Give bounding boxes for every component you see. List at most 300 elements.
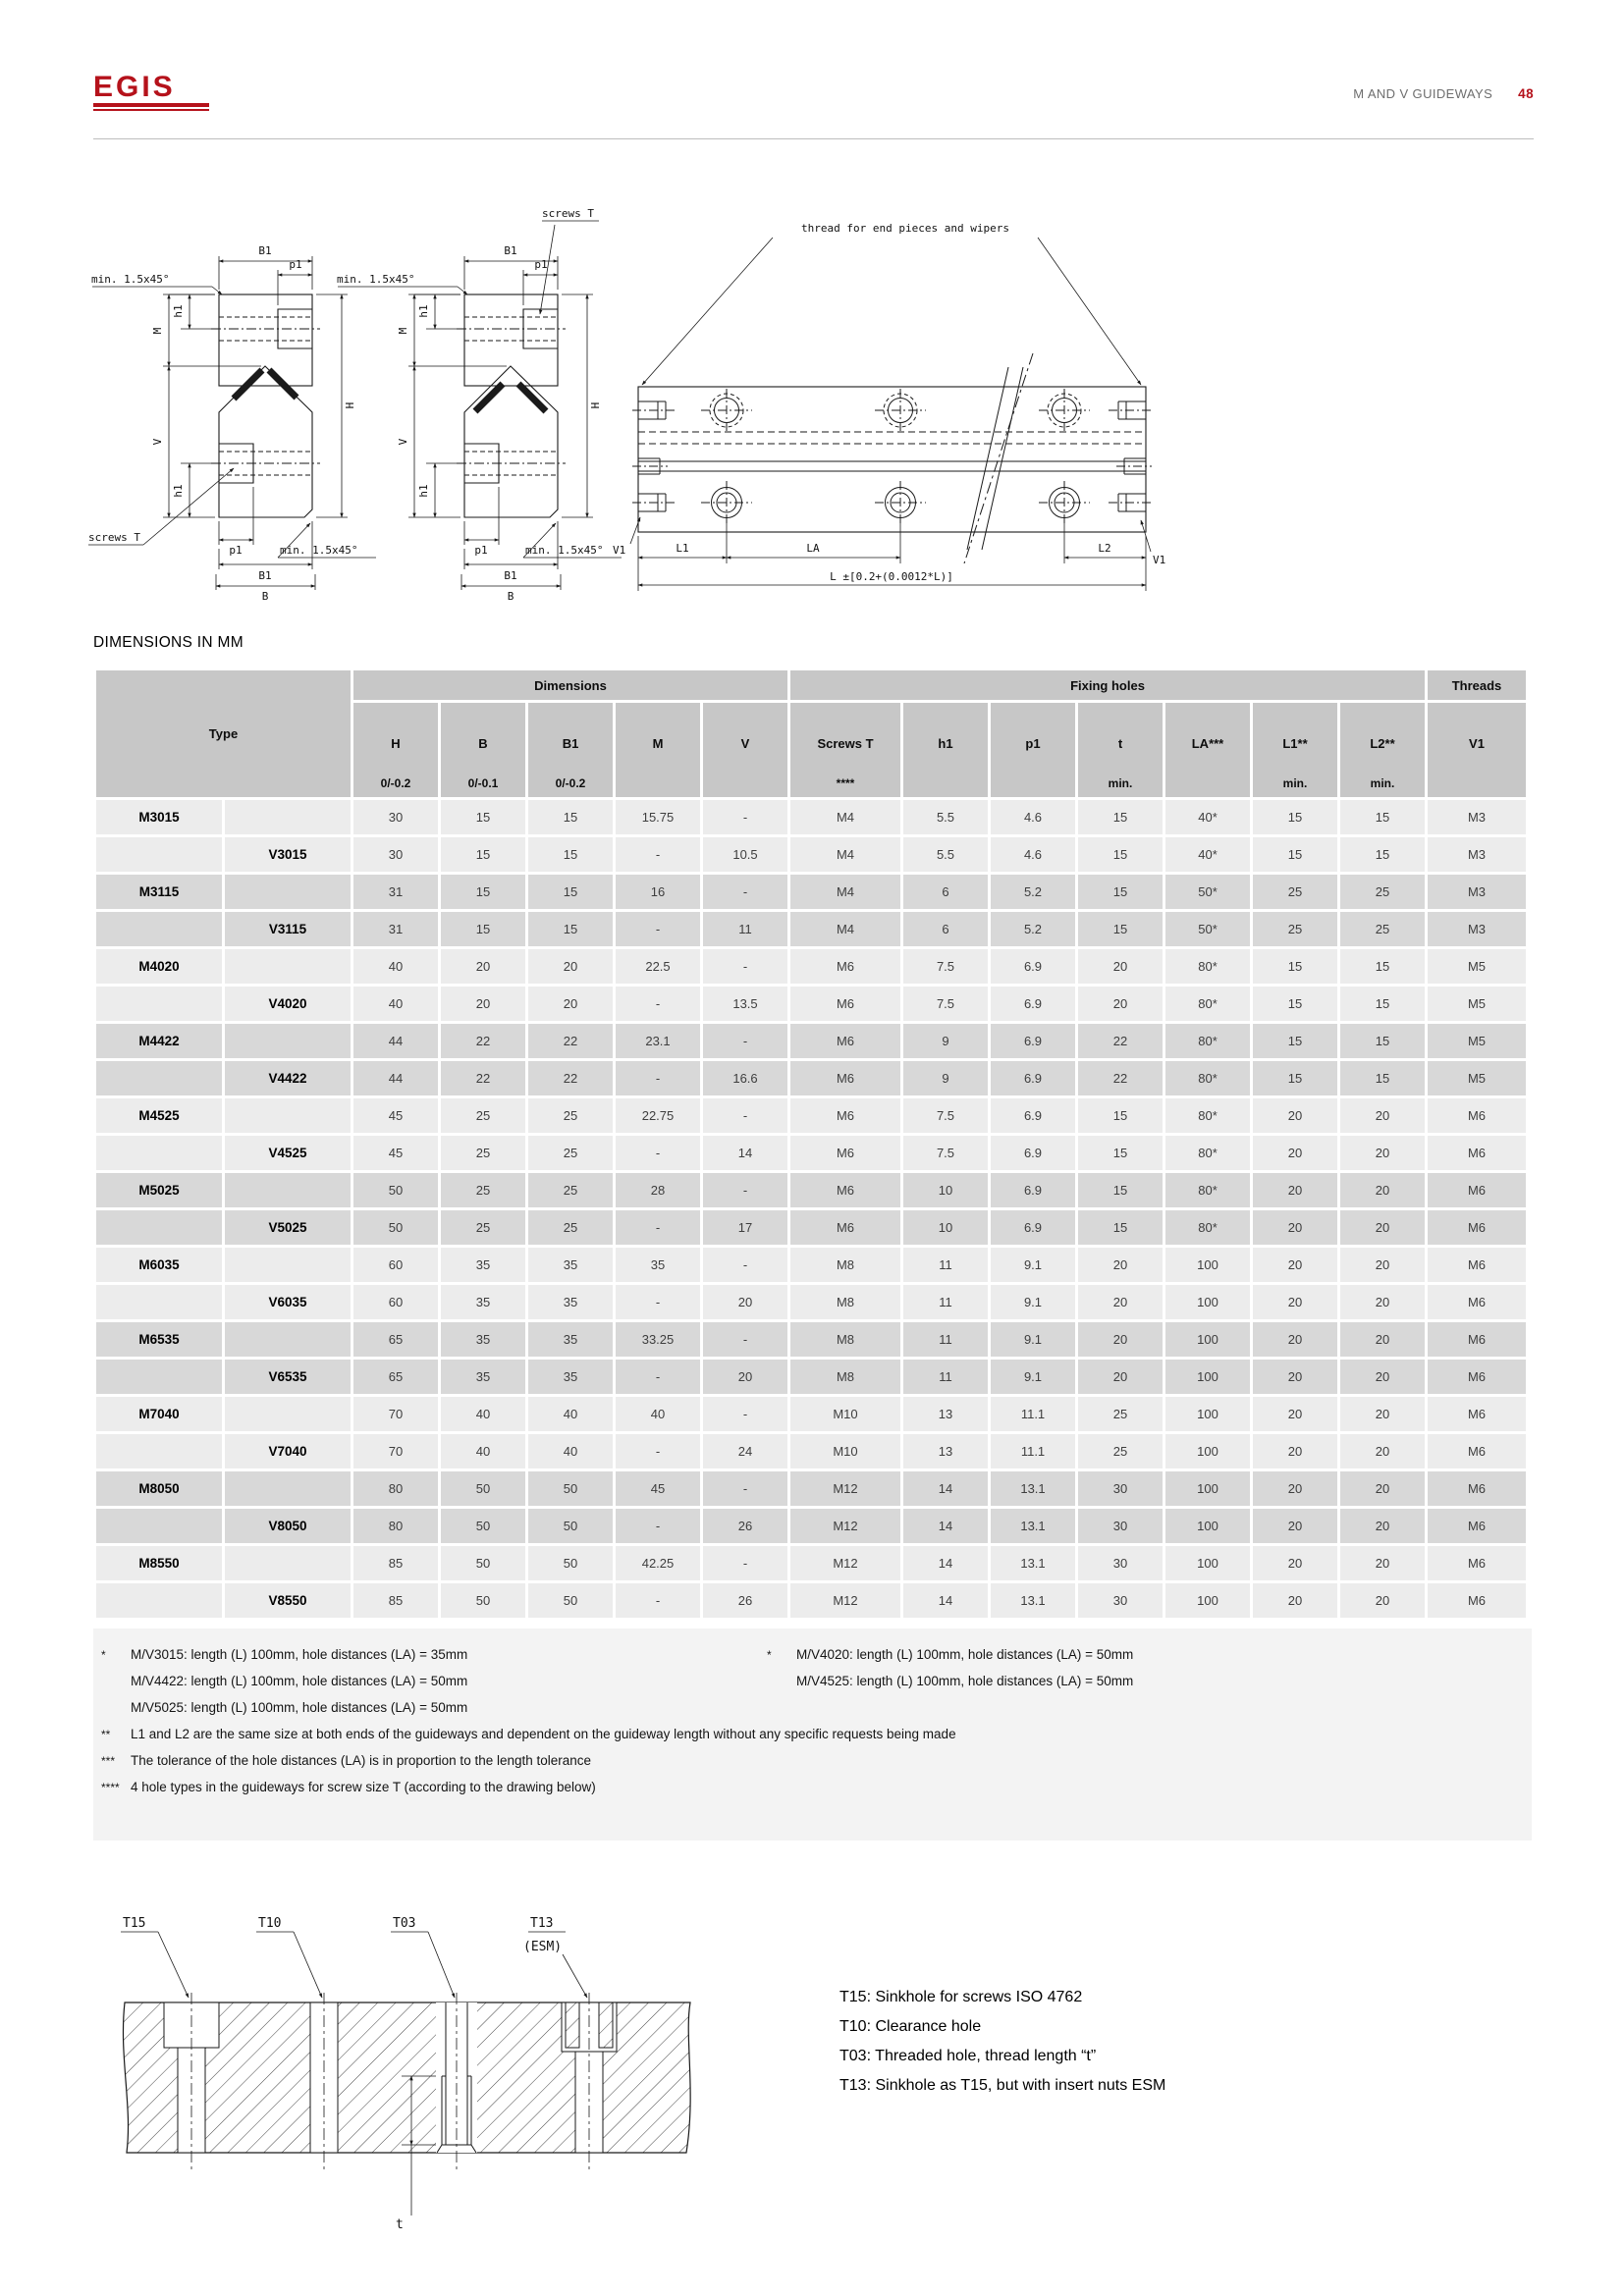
column-label: M	[652, 735, 664, 751]
value-cell: 13	[903, 1397, 988, 1431]
dim-label-h1: h1	[417, 484, 430, 498]
value-cell: -	[616, 1210, 700, 1245]
type-cell-m	[96, 1434, 222, 1468]
guideway-plan-drawing	[611, 208, 1170, 606]
value-cell: 30	[353, 837, 438, 872]
dim-label-l1: L1	[676, 542, 689, 555]
column-label: L2**	[1370, 735, 1395, 751]
chamfer-note: min. 1.5x45°	[91, 273, 170, 286]
value-cell: 15	[1253, 949, 1337, 984]
value-cell: 22	[1078, 1024, 1163, 1058]
value-cell: 20	[1253, 1248, 1337, 1282]
table-row	[96, 987, 1526, 1021]
value-cell: 7.5	[903, 949, 988, 984]
hole-type-line: T15: Sinkhole for screws ISO 4762	[839, 1989, 1083, 2005]
footnote-marker: ***	[101, 1754, 116, 1768]
header-right	[1353, 86, 1534, 101]
type-cell-m	[96, 837, 222, 872]
value-cell: 50	[528, 1509, 613, 1543]
value-cell: 25	[1253, 912, 1337, 946]
type-cell-m: M4422	[96, 1024, 222, 1058]
dimension-lines	[630, 238, 1151, 591]
footnote-marker: ****	[101, 1781, 120, 1794]
table-row	[96, 1024, 1526, 1058]
value-cell: 9	[903, 1024, 988, 1058]
value-cell: 26	[703, 1509, 787, 1543]
value-cell: M5	[1428, 1024, 1526, 1058]
value-cell: 15	[1078, 1136, 1163, 1170]
table-row	[96, 875, 1526, 909]
value-cell: M6	[1428, 1136, 1526, 1170]
value-cell: 14	[903, 1583, 988, 1618]
value-cell: 20	[1340, 1248, 1425, 1282]
value-cell: 45	[353, 1098, 438, 1133]
value-cell: 5.5	[903, 800, 988, 834]
column-label: L1**	[1282, 735, 1308, 751]
column-header	[1078, 703, 1163, 797]
value-cell: 50*	[1165, 875, 1250, 909]
value-cell: M10	[790, 1434, 900, 1468]
value-cell: 15	[441, 875, 525, 909]
brand-text: EGIS	[93, 73, 209, 107]
table-row	[96, 800, 1526, 834]
footnote-marker	[767, 1673, 796, 1690]
value-cell: 13.1	[991, 1546, 1075, 1580]
value-cell: 20	[1078, 1322, 1163, 1357]
value-cell: 50	[528, 1583, 613, 1618]
value-cell: 20	[1253, 1173, 1337, 1207]
value-cell: M3	[1428, 837, 1526, 872]
value-cell: M12	[790, 1546, 900, 1580]
footnote-marker: *	[767, 1648, 772, 1662]
column-tolerance: min.	[1108, 775, 1133, 790]
value-cell: 10	[903, 1210, 988, 1245]
column-header	[616, 703, 700, 797]
value-cell: M6	[1428, 1434, 1526, 1468]
value-cell: 11	[703, 912, 787, 946]
column-label: t	[1117, 735, 1123, 751]
label-esm: (ESM)	[523, 1940, 563, 1954]
type-cell-v: V6035	[225, 1285, 351, 1319]
value-cell: 40*	[1165, 837, 1250, 872]
value-cell: -	[703, 1322, 787, 1357]
value-cell: M6	[790, 987, 900, 1021]
type-cell-m: M8050	[96, 1471, 222, 1506]
column-tolerance	[703, 751, 787, 790]
value-cell: 6.9	[991, 1173, 1075, 1207]
column-header	[991, 703, 1075, 797]
value-cell: 13.1	[991, 1583, 1075, 1618]
value-cell: 30	[1078, 1471, 1163, 1506]
footnote-marker	[101, 1673, 131, 1690]
value-cell: 22.75	[616, 1098, 700, 1133]
type-cell-m	[96, 1360, 222, 1394]
table-row	[96, 949, 1526, 984]
value-cell: 15.75	[616, 800, 700, 834]
value-cell: 20	[1253, 1397, 1337, 1431]
table-row	[96, 1322, 1526, 1357]
value-cell: 15	[528, 875, 613, 909]
value-cell: 15	[1078, 1098, 1163, 1133]
type-cell-m	[96, 1136, 222, 1170]
value-cell: M6	[1428, 1360, 1526, 1394]
value-cell: 25	[1253, 875, 1337, 909]
value-cell: 20	[441, 987, 525, 1021]
value-cell: 15	[1253, 987, 1337, 1021]
type-cell-m	[96, 1061, 222, 1095]
value-cell: M6	[790, 1136, 900, 1170]
footnote-marker	[101, 1699, 131, 1717]
table-row	[96, 1397, 1526, 1431]
type-cell-v	[225, 1098, 351, 1133]
value-cell: 80	[353, 1471, 438, 1506]
value-cell: 80	[353, 1509, 438, 1543]
footnote-text: M/V4525: length (L) 100mm, hole distances (LA) = 50mm	[796, 1674, 1134, 1688]
value-cell: 15	[1078, 875, 1163, 909]
value-cell: 6	[903, 912, 988, 946]
value-cell: -	[703, 1024, 787, 1058]
dim-label-b1: B1	[258, 569, 272, 582]
dim-label-l2: L2	[1098, 542, 1111, 555]
value-cell: 20	[1253, 1136, 1337, 1170]
value-cell: 4.6	[991, 837, 1075, 872]
value-cell: 85	[353, 1583, 438, 1618]
value-cell: 15	[1340, 837, 1425, 872]
value-cell: -	[703, 1471, 787, 1506]
value-cell: 20	[1078, 1360, 1163, 1394]
value-cell: 20	[528, 949, 613, 984]
dim-label-b: B	[507, 590, 514, 603]
value-cell: 40*	[1165, 800, 1250, 834]
footnote-line	[101, 1673, 1522, 1690]
hole-t10	[310, 1993, 338, 2169]
value-cell: 100	[1165, 1248, 1250, 1282]
value-cell: M6	[790, 949, 900, 984]
value-cell: -	[616, 1583, 700, 1618]
type-cell-v	[225, 1322, 351, 1357]
column-label: Screws T	[817, 735, 874, 751]
dim-label-p1: p1	[534, 258, 548, 271]
footnote-text: M/V5025: length (L) 100mm, hole distances (LA) = 50mm	[131, 1700, 468, 1715]
value-cell: 15	[528, 912, 613, 946]
value-cell: -	[703, 800, 787, 834]
type-cell-m	[96, 1509, 222, 1543]
label-t15: T15	[123, 1916, 146, 1931]
table-row	[96, 1098, 1526, 1133]
value-cell: 15	[528, 800, 613, 834]
value-cell: 22	[1078, 1061, 1163, 1095]
footnote-line	[101, 1699, 1522, 1717]
column-header	[903, 703, 988, 797]
value-cell: 20	[1340, 1322, 1425, 1357]
value-cell: 15	[441, 912, 525, 946]
value-cell: M4	[790, 837, 900, 872]
value-cell: 22	[441, 1024, 525, 1058]
type-cell-m: M8550	[96, 1546, 222, 1580]
value-cell: 20	[1253, 1471, 1337, 1506]
type-cell-m: M4525	[96, 1098, 222, 1133]
column-tolerance	[1428, 751, 1526, 790]
value-cell: M12	[790, 1471, 900, 1506]
value-cell: 28	[616, 1173, 700, 1207]
value-cell: 35	[616, 1248, 700, 1282]
value-cell: 100	[1165, 1471, 1250, 1506]
value-cell: 65	[353, 1322, 438, 1357]
table-row	[96, 1360, 1526, 1394]
value-cell: 40	[353, 949, 438, 984]
value-cell: 10	[903, 1173, 988, 1207]
footnote-line	[101, 1752, 1522, 1770]
value-cell: 20	[1340, 1509, 1425, 1543]
label-t10: T10	[258, 1916, 282, 1931]
value-cell: 35	[441, 1322, 525, 1357]
value-cell: 6.9	[991, 1210, 1075, 1245]
value-cell: 20	[528, 987, 613, 1021]
value-cell: 13	[903, 1434, 988, 1468]
value-cell: 30	[1078, 1546, 1163, 1580]
value-cell: 20	[1253, 1322, 1337, 1357]
column-header	[441, 703, 525, 797]
value-cell: 15	[1078, 1210, 1163, 1245]
value-cell: 100	[1165, 1546, 1250, 1580]
page-number: 48	[1518, 86, 1534, 101]
value-cell: 10.5	[703, 837, 787, 872]
dim-label-p1: p1	[229, 544, 243, 557]
value-cell: 35	[528, 1285, 613, 1319]
value-cell: 80*	[1165, 1136, 1250, 1170]
column-header	[703, 703, 787, 797]
value-cell: 31	[353, 875, 438, 909]
value-cell: 15	[1340, 1024, 1425, 1058]
value-cell: M6	[1428, 1583, 1526, 1618]
value-cell: 15	[1340, 987, 1425, 1021]
value-cell: 20	[1340, 1397, 1425, 1431]
value-cell: 9.1	[991, 1322, 1075, 1357]
cross-section-v-drawing	[332, 201, 646, 604]
value-cell: M6	[1428, 1471, 1526, 1506]
value-cell: -	[616, 837, 700, 872]
value-cell: 22	[441, 1061, 525, 1095]
value-cell: 80*	[1165, 987, 1250, 1021]
footnote-line	[101, 1646, 1522, 1664]
value-cell: M6	[1428, 1210, 1526, 1245]
value-cell: M6	[1428, 1098, 1526, 1133]
dim-label-v1: V1	[1153, 554, 1166, 566]
value-cell: 6.9	[991, 1061, 1075, 1095]
column-label: LA***	[1191, 735, 1224, 751]
value-cell: 16	[616, 875, 700, 909]
value-cell: 25	[1078, 1397, 1163, 1431]
value-cell: M6	[790, 1024, 900, 1058]
value-cell: 15	[1340, 1061, 1425, 1095]
value-cell: M8	[790, 1248, 900, 1282]
value-cell: -	[616, 987, 700, 1021]
drawing-labels	[88, 244, 357, 603]
label-t-dim: t	[396, 2217, 404, 2232]
type-cell-v	[225, 1024, 351, 1058]
column-tolerance: 0/-0.2	[380, 775, 411, 790]
value-cell: 11.1	[991, 1434, 1075, 1468]
type-cell-m: M5025	[96, 1173, 222, 1207]
value-cell: 40	[441, 1434, 525, 1468]
value-cell: 20	[1340, 1583, 1425, 1618]
column-label: H	[391, 735, 401, 751]
value-cell: 31	[353, 912, 438, 946]
hole-type-line: T03: Threaded hole, thread length “t”	[839, 2048, 1097, 2064]
value-cell: 100	[1165, 1285, 1250, 1319]
value-cell: 25	[441, 1098, 525, 1133]
value-cell: 80*	[1165, 1061, 1250, 1095]
value-cell: 25	[441, 1136, 525, 1170]
value-cell: M3	[1428, 875, 1526, 909]
type-cell-v: V6535	[225, 1360, 351, 1394]
column-label: p1	[1025, 735, 1041, 751]
thread-note: thread for end pieces and wipers	[801, 222, 1009, 235]
value-cell: 5.2	[991, 912, 1075, 946]
hole-type-line: T13: Sinkhole as T15, but with insert nuts ESM	[839, 2077, 1166, 2094]
value-cell: -	[703, 1098, 787, 1133]
label-t13: T13	[530, 1916, 554, 1931]
dim-label-h: H	[344, 401, 356, 409]
value-cell: 25	[528, 1098, 613, 1133]
value-cell: M5	[1428, 949, 1526, 984]
value-cell: M5	[1428, 987, 1526, 1021]
value-cell: 20	[1253, 1583, 1337, 1618]
type-cell-v	[225, 800, 351, 834]
value-cell: 25	[1340, 875, 1425, 909]
value-cell: 45	[353, 1136, 438, 1170]
value-cell: 80*	[1165, 949, 1250, 984]
value-cell: M6	[790, 1061, 900, 1095]
value-cell: M6	[790, 1210, 900, 1245]
type-cell-m	[96, 912, 222, 946]
value-cell: 100	[1165, 1434, 1250, 1468]
value-cell: 17	[703, 1210, 787, 1245]
table-row	[96, 1173, 1526, 1207]
type-cell-v: V8050	[225, 1509, 351, 1543]
value-cell: 7.5	[903, 987, 988, 1021]
column-tolerance: min.	[1370, 775, 1395, 790]
value-cell: 20	[1253, 1098, 1337, 1133]
dim-label-l-tolerance: L ±[0.2+(0.0012*L)]	[830, 570, 953, 583]
dim-label-m: M	[397, 327, 409, 335]
value-cell: 22	[528, 1061, 613, 1095]
value-cell: 6.9	[991, 987, 1075, 1021]
dim-label-h1: h1	[172, 304, 185, 318]
value-cell: -	[616, 1509, 700, 1543]
table-row	[96, 1509, 1526, 1543]
value-cell: 20	[1078, 1248, 1163, 1282]
value-cell: M8	[790, 1285, 900, 1319]
value-cell: 35	[441, 1285, 525, 1319]
column-tolerance: 0/-0.1	[467, 775, 499, 790]
value-cell: 70	[353, 1397, 438, 1431]
footnote-text: M/V4422: length (L) 100mm, hole distances (LA) = 50mm	[131, 1674, 468, 1688]
value-cell: M6	[1428, 1285, 1526, 1319]
value-cell: 30	[1078, 1583, 1163, 1618]
value-cell: 80*	[1165, 1024, 1250, 1058]
value-cell: 65	[353, 1360, 438, 1394]
type-cell-v	[225, 949, 351, 984]
value-cell: 20	[1340, 1098, 1425, 1133]
table-row	[96, 837, 1526, 872]
column-header	[1340, 703, 1425, 797]
value-cell: M6	[1428, 1173, 1526, 1207]
footnote-text: L1 and L2 are the same size at both ends of the guideways and dependent on the guideway length without any specific requests being made	[131, 1727, 956, 1741]
value-cell: 50	[353, 1210, 438, 1245]
value-cell: 80*	[1165, 1098, 1250, 1133]
value-cell: 16.6	[703, 1061, 787, 1095]
value-cell: 9	[903, 1061, 988, 1095]
table-row	[96, 1136, 1526, 1170]
value-cell: -	[703, 875, 787, 909]
column-header	[353, 703, 438, 797]
value-cell: 7.5	[903, 1098, 988, 1133]
type-cell-m: M3115	[96, 875, 222, 909]
column-label: B1	[562, 735, 579, 751]
footnote-text: 4 hole types in the guideways for screw size T (according to the drawing below)	[131, 1780, 596, 1794]
hole-types-drawing	[93, 1890, 741, 2243]
value-cell: M8	[790, 1322, 900, 1357]
dim-label-p1: p1	[289, 258, 302, 271]
type-cell-v: V3115	[225, 912, 351, 946]
value-cell: 45	[616, 1471, 700, 1506]
type-cell-m	[96, 1285, 222, 1319]
value-cell: 20	[1340, 1173, 1425, 1207]
column-header	[528, 703, 613, 797]
value-cell: 100	[1165, 1360, 1250, 1394]
table-row	[96, 912, 1526, 946]
value-cell: 40	[528, 1397, 613, 1431]
value-cell: 50	[441, 1546, 525, 1580]
value-cell: 7.5	[903, 1136, 988, 1170]
value-cell: M6	[1428, 1509, 1526, 1543]
value-cell: 15	[441, 837, 525, 872]
column-header	[1165, 703, 1250, 797]
column-header	[790, 703, 900, 797]
logo-underline	[93, 109, 209, 111]
value-cell: M8	[790, 1360, 900, 1394]
value-cell: 22.5	[616, 949, 700, 984]
value-cell: 15	[1340, 949, 1425, 984]
column-label: h1	[938, 735, 953, 751]
value-cell: 14	[903, 1546, 988, 1580]
dim-label-la: LA	[806, 542, 820, 555]
column-header	[1428, 703, 1526, 797]
value-cell: M6	[790, 1098, 900, 1133]
footnote-text: M/V4020: length (L) 100mm, hole distances (LA) = 50mm	[796, 1647, 1134, 1662]
value-cell: -	[703, 1546, 787, 1580]
chamfer-note: min. 1.5x45°	[337, 273, 415, 286]
column-tolerance: min.	[1282, 775, 1308, 790]
value-cell: -	[616, 1136, 700, 1170]
value-cell: 15	[1078, 800, 1163, 834]
column-tolerance	[903, 751, 988, 790]
value-cell: 15	[1253, 800, 1337, 834]
type-cell-m: M7040	[96, 1397, 222, 1431]
dim-label-v: V	[397, 438, 409, 446]
hole-type-descriptions	[839, 1983, 1165, 2101]
value-cell: 11	[903, 1322, 988, 1357]
column-tolerance	[1165, 751, 1250, 790]
table-row	[96, 1471, 1526, 1506]
egis-logo	[93, 73, 209, 111]
value-cell: 20	[1253, 1546, 1337, 1580]
value-cell: 20	[1078, 987, 1163, 1021]
value-cell: 11.1	[991, 1397, 1075, 1431]
value-cell: 25	[441, 1210, 525, 1245]
column-label: B	[478, 735, 488, 751]
